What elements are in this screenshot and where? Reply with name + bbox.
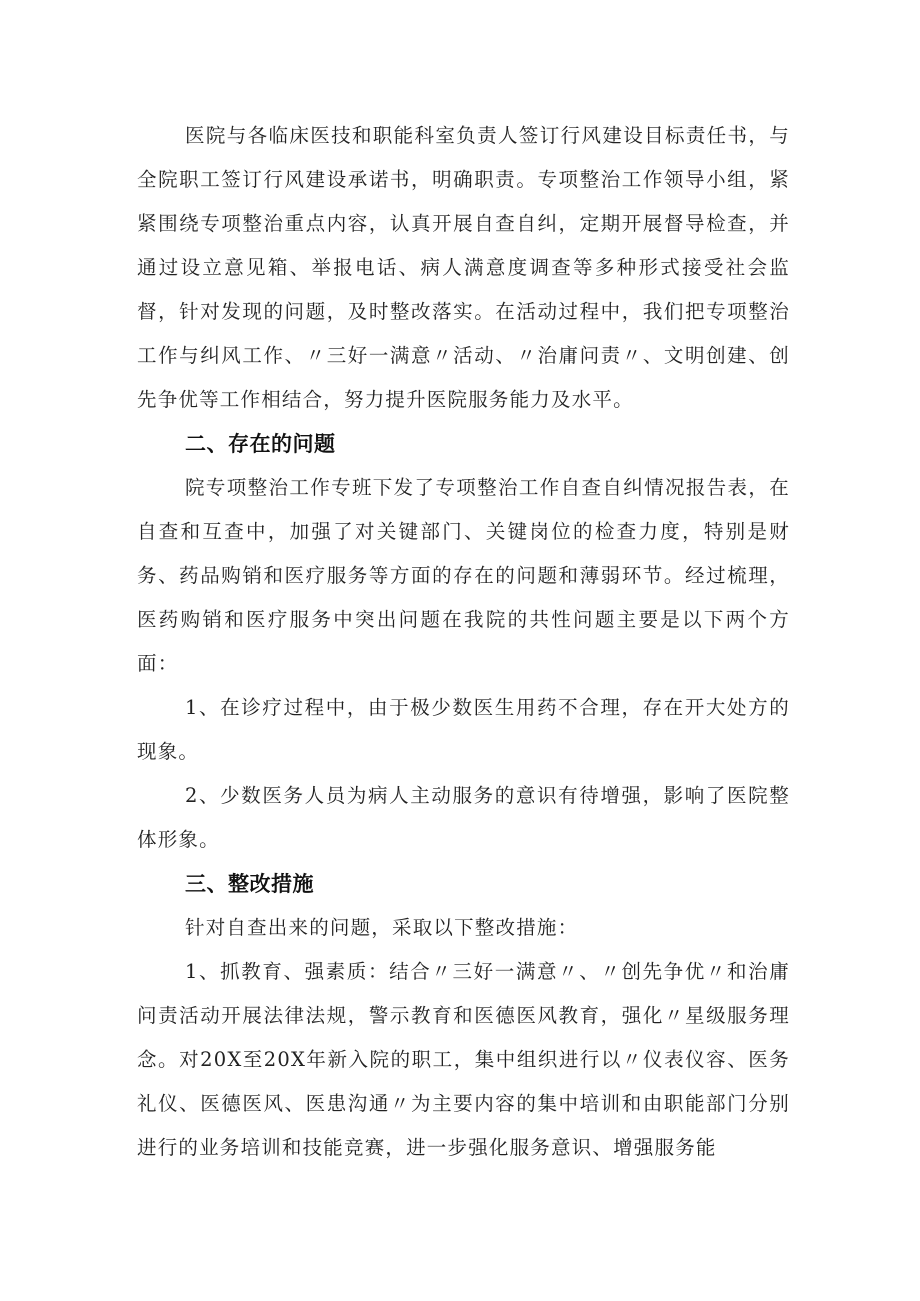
heading-rectification-measures: 三、整改措施	[185, 872, 314, 896]
paragraph-problem-2: 2、少数医务人员为病人主动服务的意识有待增强，影响了医院整体形象。	[137, 784, 790, 851]
heading-existing-problems: 二、存在的问题	[185, 432, 336, 456]
paragraph-self-inspection: 院专项整治工作专班下发了专项整治工作自查自纠情况报告表，在自查和互查中，加强了对关键部门、关键岗位的检查力度，特别是财务、药品购销和医疗服务等方面的存在的问题和薄弱环节。经过梳理，医药购销和医疗服务中突出问题在我院的共性问题主要是以下两个方面：	[137, 476, 790, 675]
paragraph-responsibility: 医院与各临床医技和职能科室负责人签订行风建设目标责任书，与全院职工签订行风建设承诺书，明确职责。专项整治工作领导小组，紧紧围绕专项整治重点内容，认真开展自查自纠，定期开展督导检查，并通过设立意见箱、举报电话、病人满意度调查等多种形式接受社会监督，针对发现的问题，及时整改落实。在活动过程中，我们把专项整治工作与纠风工作、〃三好一满意〃活动、〃治庸问责〃、文明创建、创先争优等工作相结合，努力提升医院服务能力及水平。	[137, 124, 790, 411]
paragraph-measure-1: 1、抓教育、强素质：结合〃三好一满意〃、〃创先争优〃和治庸问责活动开展法律法规，警示教育和医德医风教育，强化〃星级服务理念。对20X至20X年新入院的职工，集中组织进行以〃仪表仪容、医务礼仪、医德医风、医患沟通〃为主要内容的集中培训和由职能部门分别进行的业务培训和技能竞赛，进一步强化服务意识、增强服务能	[137, 960, 790, 1159]
document-page	[137, 114, 790, 1170]
paragraph-problem-1: 1、在诊疗过程中，由于极少数医生用药不合理，存在开大处方的现象。	[137, 696, 790, 763]
paragraph-measures-intro: 针对自查出来的问题，采取以下整改措施：	[185, 916, 579, 939]
